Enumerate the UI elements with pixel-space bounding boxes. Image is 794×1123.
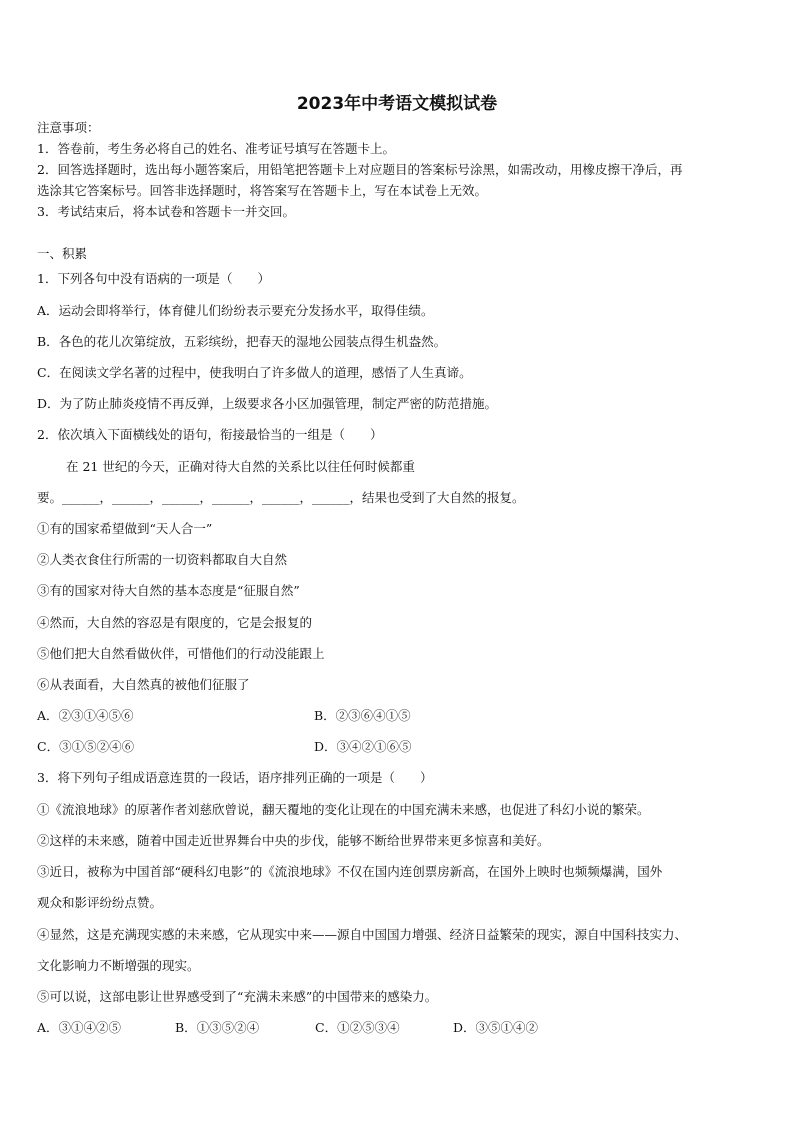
question-2-options-row	[37, 739, 764, 755]
question-1-option-c[interactable]: C．在阅读文学名著的过程中，使我明白了许多做人的道理，感悟了人生真谛。	[37, 365, 472, 380]
question-1-option-a[interactable]: A．运动会即将举行，体育健儿们纷纷表示要充分发扬水平，取得佳绩。	[37, 303, 434, 318]
question-2-option-b[interactable]: B．②③⑥④①⑤	[314, 708, 411, 723]
question-3-option-c[interactable]: C．①②⑤③④	[315, 1020, 400, 1035]
section-heading: 一、积累	[37, 246, 88, 261]
notice-item: 3．考试结束后，将本试卷和答题卡一并交回。	[37, 204, 295, 219]
question-2-option-a[interactable]: A．②③①④⑤⑥	[37, 708, 134, 723]
question-3-option-a[interactable]: A．③①④②⑤	[37, 1020, 122, 1035]
question-2-sentence: ②人类衣食住行所需的一切资料都取自大自然	[37, 552, 288, 567]
question-3-sentence: ⑤可以说，这部电影让世界感受到了“充满未来感”的中国带来的感染力。	[37, 989, 438, 1004]
notice-heading: 注意事项：	[37, 120, 100, 135]
question-3-sentence: 文化影响力不断增强的现实。	[37, 958, 200, 973]
question-2-option-d[interactable]: D．③④②①⑥⑤	[314, 739, 412, 754]
question-3-option-b[interactable]: B．①③⑤②④	[175, 1020, 260, 1035]
notice-item: 1．答卷前，考生务必将自己的姓名、准考证号填写在答题卡上。	[37, 141, 395, 156]
question-2-sentence: ④然而，大自然的容忍是有限度的，它是会报复的	[37, 615, 313, 630]
question-2-sentence: ①有的国家希望做到“天人合一”	[37, 521, 213, 536]
question-1-option-d[interactable]: D．为了防止肺炎疫情不再反弹，上级要求各小区加强管理，制定严密的防范措施。	[37, 396, 498, 411]
question-1-option-b[interactable]: B．各色的花儿次第绽放，五彩缤纷，把春天的湿地公园装点得生机盎然。	[37, 334, 447, 349]
question-2-option-c[interactable]: C．③①⑤②④⑥	[37, 739, 135, 754]
page-title: 2023年中考语文模拟试卷	[296, 94, 498, 114]
notice-item: 2．回答选择题时，选出每小题答案后，用铅笔把答题卡上对应题目的答案标号涂黑，如需改动，用橡皮擦干净后，再	[37, 162, 683, 177]
question-2-sentence: ③有的国家对待大自然的基本态度是“征服自然”	[37, 583, 300, 598]
question-3-option-d[interactable]: D．③⑤①④②	[453, 1020, 539, 1035]
question-3-sentence: ④显然，这是充满现实感的未来感，它从现实中来——源自中国国力增强、经济日益繁荣的现实，源自中国科技实力、	[37, 927, 688, 942]
question-2-passage: 在 21 世纪的今天，正确对待大自然的关系比以往任何时候都重	[66, 459, 415, 474]
question-3-stem: 3．将下列句子组成语意连贯的一段话，语序排列正确的一项是（ ）	[37, 770, 433, 785]
question-1-stem: 1．下列各句中没有语病的一项是（ ）	[37, 271, 270, 286]
notice-item: 选涂其它答案标号。回答非选择题时，将答案写在答题卡上，写在本试卷上无效。	[37, 183, 488, 198]
question-3-sentence: ②这样的未来感，随着中国走近世界舞台中央的步伐，能够不断给世界带来更多惊喜和美好。	[37, 833, 550, 848]
question-3-sentence: ③近日，被称为中国首部“硬科幻电影”的《流浪地球》不仅在国内连创票房新高，在国外上映时也频频爆满，国外	[37, 864, 663, 879]
question-2-options-row	[37, 708, 764, 724]
question-3-sentence: 观众和影评纷纷点赞。	[37, 895, 163, 910]
question-2-stem: 2．依次填入下面横线处的语句，衔接最恰当的一组是（ ）	[37, 427, 383, 442]
question-2-passage: 要。______，______，______，______，______，______，结果也受到了大自然的报复。	[37, 490, 525, 505]
question-3-sentence: ①《流浪地球》的原著作者刘慈欣曾说，翻天覆地的变化让现在的中国充满未来感，也促进了科幻小说的繁荣。	[37, 802, 650, 817]
question-2-sentence: ⑤他们把大自然看做伙伴，可惜他们的行动没能跟上	[37, 646, 325, 661]
question-2-sentence: ⑥从表面看，大自然真的被他们征服了	[37, 677, 250, 692]
